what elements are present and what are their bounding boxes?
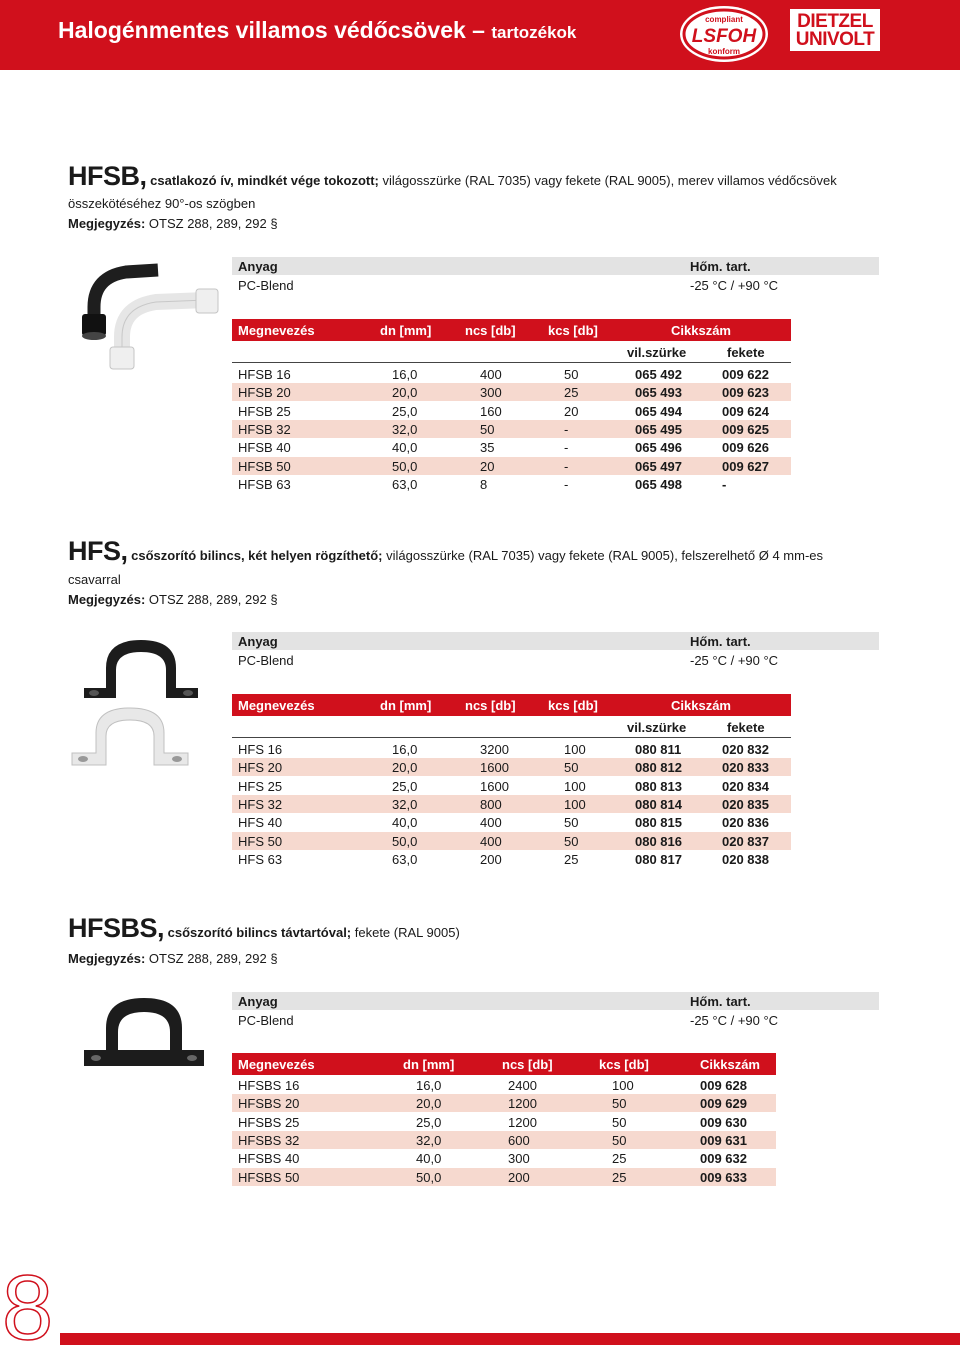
hfsbs-desc-bold: csőszorító bilincs távtartóval; [167, 925, 352, 940]
cell-name: HFSB 25 [238, 403, 291, 419]
hfs-note-label: Megjegyzés: [68, 592, 146, 607]
hfs-code: HFS, [68, 536, 128, 566]
col-article: Cikkszám [700, 1057, 760, 1072]
material-label: Anyag [238, 994, 278, 1009]
hfsb-note-label: Megjegyzés: [68, 216, 146, 231]
cell-ncs: 1200 [508, 1114, 537, 1130]
cell-ncs: 300 [508, 1151, 530, 1167]
table-row [232, 1113, 776, 1131]
col-name: Megnevezés [238, 1057, 315, 1072]
cell-article: 009 633 [700, 1169, 747, 1185]
cell-article-black: 009 623 [722, 385, 769, 401]
cell-name: HFSB 16 [238, 367, 291, 382]
col-ncs: ncs [db] [465, 698, 516, 713]
svg-text:compliant: compliant [705, 15, 743, 24]
table-row [232, 1149, 776, 1167]
cell-name: HFS 50 [238, 833, 283, 849]
cell-article: 009 630 [700, 1114, 747, 1130]
cell-kcs: 100 [612, 1078, 634, 1093]
cell-dn: 50,0 [392, 458, 418, 474]
cell-kcs: 50 [612, 1096, 627, 1112]
cell-article: 009 629 [700, 1096, 747, 1112]
cell-dn: 50,0 [416, 1169, 442, 1185]
cell-dn: 25,0 [392, 403, 418, 419]
cell-dn: 32,0 [416, 1132, 442, 1148]
cell-ncs: 20 [480, 458, 495, 474]
cell-ncs: 400 [480, 815, 502, 831]
cell-dn: 40,0 [416, 1151, 442, 1167]
cell-ncs: 3200 [480, 742, 509, 757]
cell-article-black: 020 837 [722, 833, 769, 849]
cell-kcs: 25 [612, 1151, 627, 1167]
hfsbs-product-photo [76, 988, 226, 1083]
cell-kcs: 100 [564, 796, 586, 812]
cell-article-black: 009 624 [722, 403, 769, 419]
hfsb-desc-bold: csatlakozó ív, mindkét vége tokozott; [150, 173, 379, 188]
hfs-desc-bold: csőszorító bilincs, két helyen rögzíthető; [131, 548, 383, 563]
table-row [232, 777, 791, 795]
cell-article-black: 020 835 [722, 796, 769, 812]
cell-article-grey: 080 814 [635, 796, 682, 812]
cell-ncs: 300 [480, 385, 502, 401]
table-row [232, 438, 791, 456]
temp-value: -25 °C / +90 °C [690, 278, 779, 293]
cell-kcs: 20 [564, 403, 579, 419]
hfs-desc-line2: csavarral [68, 572, 121, 587]
cell-ncs: 50 [480, 421, 495, 437]
paragraph-icon: § [270, 216, 278, 231]
cell-name: HFSB 20 [238, 385, 291, 401]
col-article: Cikkszám [671, 323, 731, 338]
col-ncs: ncs [db] [465, 323, 516, 338]
table-row [232, 1131, 776, 1149]
hfsbs-material-values [232, 1011, 879, 1029]
cell-article-black: 009 626 [722, 440, 769, 456]
cell-article-grey: 080 812 [635, 760, 682, 776]
cell-article-black: - [722, 476, 727, 492]
temp-value: -25 °C / +90 °C [690, 653, 779, 668]
material-label: Anyag [238, 259, 278, 274]
cell-dn: 40,0 [392, 440, 418, 456]
hfsbs-desc: fekete (RAL 9005) [351, 925, 460, 940]
table-row [232, 457, 791, 475]
cell-article-black: 020 838 [722, 851, 769, 867]
cell-article: 009 632 [700, 1151, 747, 1167]
cell-name: HFS 40 [238, 815, 283, 831]
cell-article-black: 020 834 [722, 778, 769, 794]
cell-name: HFS 16 [238, 742, 283, 757]
cell-ncs: 800 [480, 796, 502, 812]
cell-ncs: 200 [508, 1169, 530, 1185]
col-black: fekete [727, 720, 765, 735]
cell-dn: 63,0 [392, 476, 418, 492]
cell-kcs: 100 [564, 742, 586, 757]
cell-kcs: 50 [612, 1114, 627, 1130]
cell-ncs: 160 [480, 403, 502, 419]
cell-article-grey: 080 816 [635, 833, 682, 849]
hfsb-note-text: OTSZ 288, 289, 292 [145, 216, 267, 231]
col-kcs: kcs [db] [548, 698, 598, 713]
hfsbs-material-header [232, 992, 879, 1010]
cell-kcs: - [564, 421, 569, 437]
cell-kcs: 25 [564, 851, 579, 867]
cell-ncs: 2400 [508, 1078, 537, 1093]
col-light-grey: vil.szürke [627, 720, 687, 735]
col-kcs: kcs [db] [599, 1057, 649, 1072]
material-value: PC-Blend [238, 278, 294, 293]
cell-dn: 32,0 [392, 796, 418, 812]
cell-article-grey: 065 493 [635, 385, 682, 401]
hfsb-desc: világosszürke (RAL 7035) vagy fekete (RAL 9005), merev villamos védőcsövek [378, 173, 837, 188]
material-value: PC-Blend [238, 653, 294, 668]
table-row [232, 740, 791, 758]
col-name: Megnevezés [238, 698, 315, 713]
cell-article-grey: 065 495 [635, 421, 682, 437]
cell-kcs: - [564, 476, 569, 492]
hfs-note-text: OTSZ 288, 289, 292 [145, 592, 267, 607]
cell-name: HFSBS 25 [238, 1114, 300, 1130]
table-row [232, 1168, 776, 1186]
lsfoh-logo [678, 4, 770, 64]
dietzel-logo-line2: UNIVOLT [795, 29, 875, 50]
hfsb-table-header [232, 319, 791, 341]
hfsb-note [68, 216, 278, 231]
hfsb-heading [68, 161, 837, 191]
cell-article-black: 009 627 [722, 458, 769, 474]
table-row [232, 795, 791, 813]
cell-name: HFSB 50 [238, 458, 291, 474]
cell-article-black: 020 833 [722, 760, 769, 776]
col-ncs: ncs [db] [502, 1057, 553, 1072]
page-title [58, 17, 576, 44]
paragraph-icon: § [270, 951, 278, 966]
hfsbs-code: HFSBS, [68, 913, 165, 943]
cell-dn: 16,0 [392, 742, 418, 757]
hfs-material-values [232, 651, 879, 669]
cell-ncs: 1600 [480, 778, 509, 794]
col-kcs: kcs [db] [548, 323, 598, 338]
hfs-heading [68, 536, 824, 566]
table-row [232, 850, 791, 868]
title-sub: tartozékok [491, 23, 577, 42]
cell-ncs: 1200 [508, 1096, 537, 1112]
cell-kcs: 50 [564, 815, 579, 831]
title-main: Halogénmentes villamos védőcsövek – [58, 17, 485, 43]
cell-name: HFS 32 [238, 796, 283, 812]
svg-text:LSFOH: LSFOH [691, 26, 757, 47]
temp-label: Hőm. tart. [690, 259, 751, 274]
cell-name: HFSB 63 [238, 476, 291, 492]
table-row [232, 365, 791, 383]
table-row [232, 402, 791, 420]
material-value: PC-Blend [238, 1013, 294, 1028]
cell-article-grey: 065 497 [635, 458, 682, 474]
hfs-subheader [232, 719, 791, 738]
temp-label: Hőm. tart. [690, 994, 751, 1009]
page-header [0, 0, 960, 70]
col-name: Megnevezés [238, 323, 315, 338]
cell-dn: 20,0 [416, 1096, 442, 1112]
table-row [232, 383, 791, 401]
cell-name: HFS 25 [238, 778, 283, 794]
col-dn: dn [mm] [403, 1057, 455, 1072]
cell-kcs: 50 [564, 367, 579, 382]
hfsb-subheader [232, 344, 791, 363]
cell-kcs: 50 [612, 1132, 627, 1148]
hfsbs-note-label: Megjegyzés: [68, 951, 146, 966]
cell-article: 009 628 [700, 1078, 747, 1093]
cell-ncs: 35 [480, 440, 495, 456]
table-row [232, 813, 791, 831]
cell-article-grey: 080 817 [635, 851, 682, 867]
cell-name: HFSB 32 [238, 421, 291, 437]
col-dn: dn [mm] [380, 323, 432, 338]
cell-article-grey: 065 498 [635, 476, 682, 492]
cell-kcs: 25 [564, 385, 579, 401]
hfsb-material-header [232, 257, 879, 275]
hfsbs-note [68, 951, 278, 966]
cell-article-black: 009 625 [722, 421, 769, 437]
table-row [232, 1094, 776, 1112]
cell-ncs: 200 [480, 851, 502, 867]
cell-article-grey: 080 815 [635, 815, 682, 831]
hfs-note [68, 592, 278, 607]
table-row [232, 758, 791, 776]
cell-name: HFS 20 [238, 760, 283, 776]
cell-article-grey: 065 494 [635, 403, 682, 419]
cell-article-grey: 065 492 [635, 367, 682, 382]
cell-dn: 20,0 [392, 760, 418, 776]
hfsbs-table-header [232, 1053, 776, 1075]
cell-ncs: 1600 [480, 760, 509, 776]
dietzel-logo-line1: DIETZEL [797, 11, 873, 32]
cell-name: HFSB 40 [238, 440, 291, 456]
hfs-desc: világosszürke (RAL 7035) vagy fekete (RAL 9005), felszerelhető Ø 4 mm-es [382, 548, 824, 563]
hfsb-product-photo [66, 252, 226, 372]
cell-dn: 50,0 [392, 833, 418, 849]
cell-ncs: 400 [480, 367, 502, 382]
cell-article-grey: 065 496 [635, 440, 682, 456]
cell-name: HFSBS 16 [238, 1078, 300, 1093]
cell-name: HFSBS 40 [238, 1151, 300, 1167]
cell-dn: 40,0 [392, 815, 418, 831]
hfsbs-note-text: OTSZ 288, 289, 292 [145, 951, 267, 966]
hfsb-desc-line2: összekötéséhez 90°-os szögben [68, 196, 256, 211]
cell-article-grey: 080 813 [635, 778, 682, 794]
cell-ncs: 8 [480, 476, 488, 492]
cell-kcs: - [564, 458, 569, 474]
dietzel-univolt-logo [790, 9, 880, 51]
cell-name: HFS 63 [238, 851, 283, 867]
col-dn: dn [mm] [380, 698, 432, 713]
cell-kcs: 50 [564, 833, 579, 849]
cell-ncs: 400 [480, 833, 502, 849]
cell-name: HFSBS 20 [238, 1096, 300, 1112]
cell-kcs: 100 [564, 778, 586, 794]
material-label: Anyag [238, 634, 278, 649]
cell-dn: 20,0 [392, 385, 418, 401]
footer-bar [60, 1333, 960, 1345]
hfs-material-header [232, 632, 879, 650]
cell-kcs: 50 [564, 760, 579, 776]
paragraph-icon: § [270, 592, 278, 607]
cell-article-black: 020 836 [722, 815, 769, 831]
cell-article-black: 020 832 [722, 742, 769, 757]
cell-kcs: - [564, 440, 569, 456]
col-light-grey: vil.szürke [627, 345, 687, 360]
col-article: Cikkszám [671, 698, 731, 713]
cell-ncs: 600 [508, 1132, 530, 1148]
page-number: 8 [2, 1257, 54, 1359]
temp-value: -25 °C / +90 °C [690, 1013, 779, 1028]
hfs-table-header [232, 694, 791, 716]
svg-text:konform: konform [708, 47, 740, 56]
cell-dn: 25,0 [416, 1114, 442, 1130]
hfsb-code: HFSB, [68, 161, 147, 191]
cell-article-grey: 080 811 [635, 742, 682, 757]
hfsb-material-values [232, 276, 879, 294]
table-row [232, 475, 791, 493]
cell-name: HFSBS 32 [238, 1132, 300, 1148]
cell-article-black: 009 622 [722, 367, 769, 382]
cell-name: HFSBS 50 [238, 1169, 300, 1185]
hfsbs-heading [68, 913, 460, 943]
cell-kcs: 25 [612, 1169, 627, 1185]
cell-dn: 32,0 [392, 421, 418, 437]
table-row [232, 1076, 776, 1094]
col-black: fekete [727, 345, 765, 360]
temp-label: Hőm. tart. [690, 634, 751, 649]
cell-dn: 63,0 [392, 851, 418, 867]
cell-dn: 25,0 [392, 778, 418, 794]
cell-dn: 16,0 [416, 1078, 442, 1093]
hfs-product-photo [66, 628, 226, 778]
table-row [232, 420, 791, 438]
table-row [232, 832, 791, 850]
cell-dn: 16,0 [392, 367, 418, 382]
cell-article: 009 631 [700, 1132, 747, 1148]
